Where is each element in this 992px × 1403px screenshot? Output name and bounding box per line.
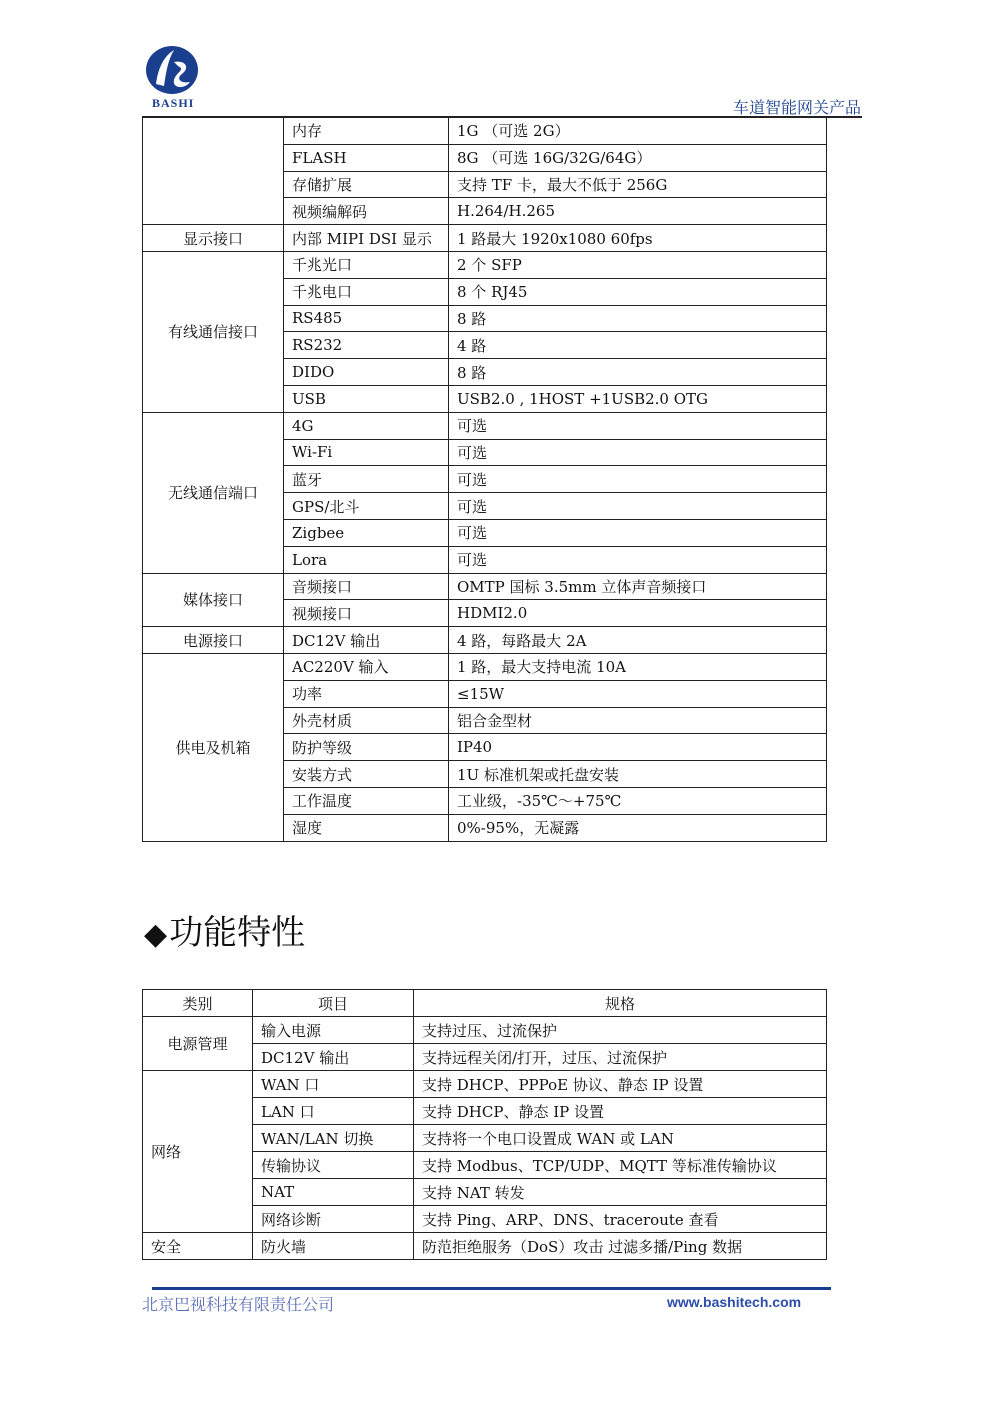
value-cell: 可选: [449, 439, 827, 466]
item-cell: 输入电源: [253, 1017, 414, 1044]
item-cell: 网络诊断: [253, 1206, 414, 1233]
value-cell: ≤15W: [449, 680, 827, 707]
footer-rule: [152, 1287, 831, 1290]
value-cell: 2 个 SFP: [449, 251, 827, 278]
item-cell: 音频接口: [284, 573, 449, 600]
value-cell: H.264/H.265: [449, 198, 827, 225]
item-cell: 4G: [284, 412, 449, 439]
table-row: [143, 251, 827, 278]
value-cell: 8 路: [449, 359, 827, 386]
value-cell: 支持 DHCP、PPPoE 协议、静态 IP 设置: [414, 1071, 827, 1098]
table-row: [143, 573, 827, 600]
value-cell: USB2.0 , 1HOST +1USB2.0 OTG: [449, 385, 827, 412]
item-cell: USB: [284, 385, 449, 412]
header-category: 类别: [143, 990, 253, 1017]
item-cell: 安装方式: [284, 761, 449, 788]
category-cell: [143, 118, 284, 225]
category-cell: 电源接口: [143, 627, 284, 654]
value-cell: 1 路，最大支持电流 10A: [449, 653, 827, 680]
company-logo: [144, 44, 204, 96]
item-cell: RS485: [284, 305, 449, 332]
value-cell: IP40: [449, 734, 827, 761]
section-heading: [144, 905, 305, 954]
value-cell: 支持将一个电口设置成 WAN 或 LAN: [414, 1125, 827, 1152]
footer-company: 北京巴视科技有限责任公司: [142, 1295, 335, 1314]
item-cell: 视频编解码: [284, 198, 449, 225]
logo-text: BASHI: [152, 96, 195, 110]
category-cell: 媒体接口: [143, 573, 284, 627]
category-cell: 安全: [143, 1233, 253, 1260]
table-row: [143, 1071, 827, 1098]
value-cell: 支持 TF 卡，最大不低于 256G: [449, 171, 827, 198]
value-cell: 支持 DHCP、静态 IP 设置: [414, 1098, 827, 1125]
value-cell: 可选: [449, 546, 827, 573]
item-cell: 防火墙: [253, 1233, 414, 1260]
value-cell: HDMI2.0: [449, 600, 827, 627]
product-title: 车道智能网关产品: [732, 98, 861, 117]
value-cell: OMTP 国标 3.5mm 立体声音频接口: [449, 573, 827, 600]
item-cell: 湿度: [284, 814, 449, 841]
footer-website-link[interactable]: www.bashitech.com: [667, 1294, 802, 1310]
spec-table: [142, 118, 827, 842]
table-row: [143, 412, 827, 439]
value-cell: 支持 NAT 转发: [414, 1179, 827, 1206]
item-cell: WAN/LAN 切换: [253, 1125, 414, 1152]
feature-header-row: [143, 990, 827, 1017]
value-cell: 1G （可选 2G）: [449, 118, 827, 144]
item-cell: RS232: [284, 332, 449, 359]
feature-table: [142, 989, 827, 1260]
item-cell: 内部 MIPI DSI 显示: [284, 225, 449, 252]
category-cell: 网络: [143, 1071, 253, 1233]
bashi-logo-icon: [144, 44, 200, 96]
value-cell: 支持过压、过流保护: [414, 1017, 827, 1044]
category-cell: 电源管理: [143, 1017, 253, 1071]
value-cell: 支持 Ping、ARP、DNS、traceroute 查看: [414, 1206, 827, 1233]
value-cell: 可选: [449, 466, 827, 493]
value-cell: 4 路，每路最大 2A: [449, 627, 827, 654]
value-cell: 8 路: [449, 305, 827, 332]
value-cell: 铝合金型材: [449, 707, 827, 734]
value-cell: 可选: [449, 412, 827, 439]
item-cell: Lora: [284, 546, 449, 573]
value-cell: 防范拒绝服务（DoS）攻击 过滤多播/Ping 数据: [414, 1233, 827, 1260]
item-cell: 千兆电口: [284, 278, 449, 305]
section-title: 功能特性: [169, 913, 306, 953]
value-cell: 1 路最大 1920x1080 60fps: [449, 225, 827, 252]
table-row: [143, 1233, 827, 1260]
table-row: [143, 118, 827, 144]
header-item: 项目: [253, 990, 414, 1017]
value-cell: 8 个 RJ45: [449, 278, 827, 305]
value-cell: 4 路: [449, 332, 827, 359]
category-cell: 显示接口: [143, 225, 284, 252]
item-cell: NAT: [253, 1179, 414, 1206]
item-cell: FLASH: [284, 144, 449, 171]
item-cell: 存储扩展: [284, 171, 449, 198]
value-cell: 工业级，-35℃～+75℃: [449, 787, 827, 814]
table-row: [143, 225, 827, 252]
table-row: [143, 653, 827, 680]
item-cell: AC220V 输入: [284, 653, 449, 680]
category-cell: 有线通信接口: [143, 251, 284, 412]
item-cell: Zigbee: [284, 519, 449, 546]
item-cell: 蓝牙: [284, 466, 449, 493]
table-row: [143, 1017, 827, 1044]
item-cell: 视频接口: [284, 600, 449, 627]
category-cell: 无线通信端口: [143, 412, 284, 573]
item-cell: Wi-Fi: [284, 439, 449, 466]
value-cell: 可选: [449, 493, 827, 520]
item-cell: DIDO: [284, 359, 449, 386]
diamond-bullet-icon: ◆: [144, 917, 168, 952]
item-cell: 千兆光口: [284, 251, 449, 278]
value-cell: 可选: [449, 519, 827, 546]
category-cell: 供电及机箱: [143, 653, 284, 841]
item-cell: LAN 口: [253, 1098, 414, 1125]
item-cell: 防护等级: [284, 734, 449, 761]
value-cell: 支持 Modbus、TCP/UDP、MQTT 等标准传输协议: [414, 1152, 827, 1179]
value-cell: 1U 标准机架或托盘安装: [449, 761, 827, 788]
value-cell: 0%-95%，无凝露: [449, 814, 827, 841]
item-cell: DC12V 输出: [284, 627, 449, 654]
header-spec: 规格: [414, 990, 827, 1017]
item-cell: WAN 口: [253, 1071, 414, 1098]
item-cell: 外壳材质: [284, 707, 449, 734]
value-cell: 支持远程关闭/打开，过压、过流保护: [414, 1044, 827, 1071]
item-cell: 工作温度: [284, 787, 449, 814]
value-cell: 8G （可选 16G/32G/64G）: [449, 144, 827, 171]
item-cell: GPS/北斗: [284, 493, 449, 520]
item-cell: 内存: [284, 118, 449, 144]
table-row: [143, 627, 827, 654]
item-cell: 传输协议: [253, 1152, 414, 1179]
item-cell: 功率: [284, 680, 449, 707]
item-cell: DC12V 输出: [253, 1044, 414, 1071]
